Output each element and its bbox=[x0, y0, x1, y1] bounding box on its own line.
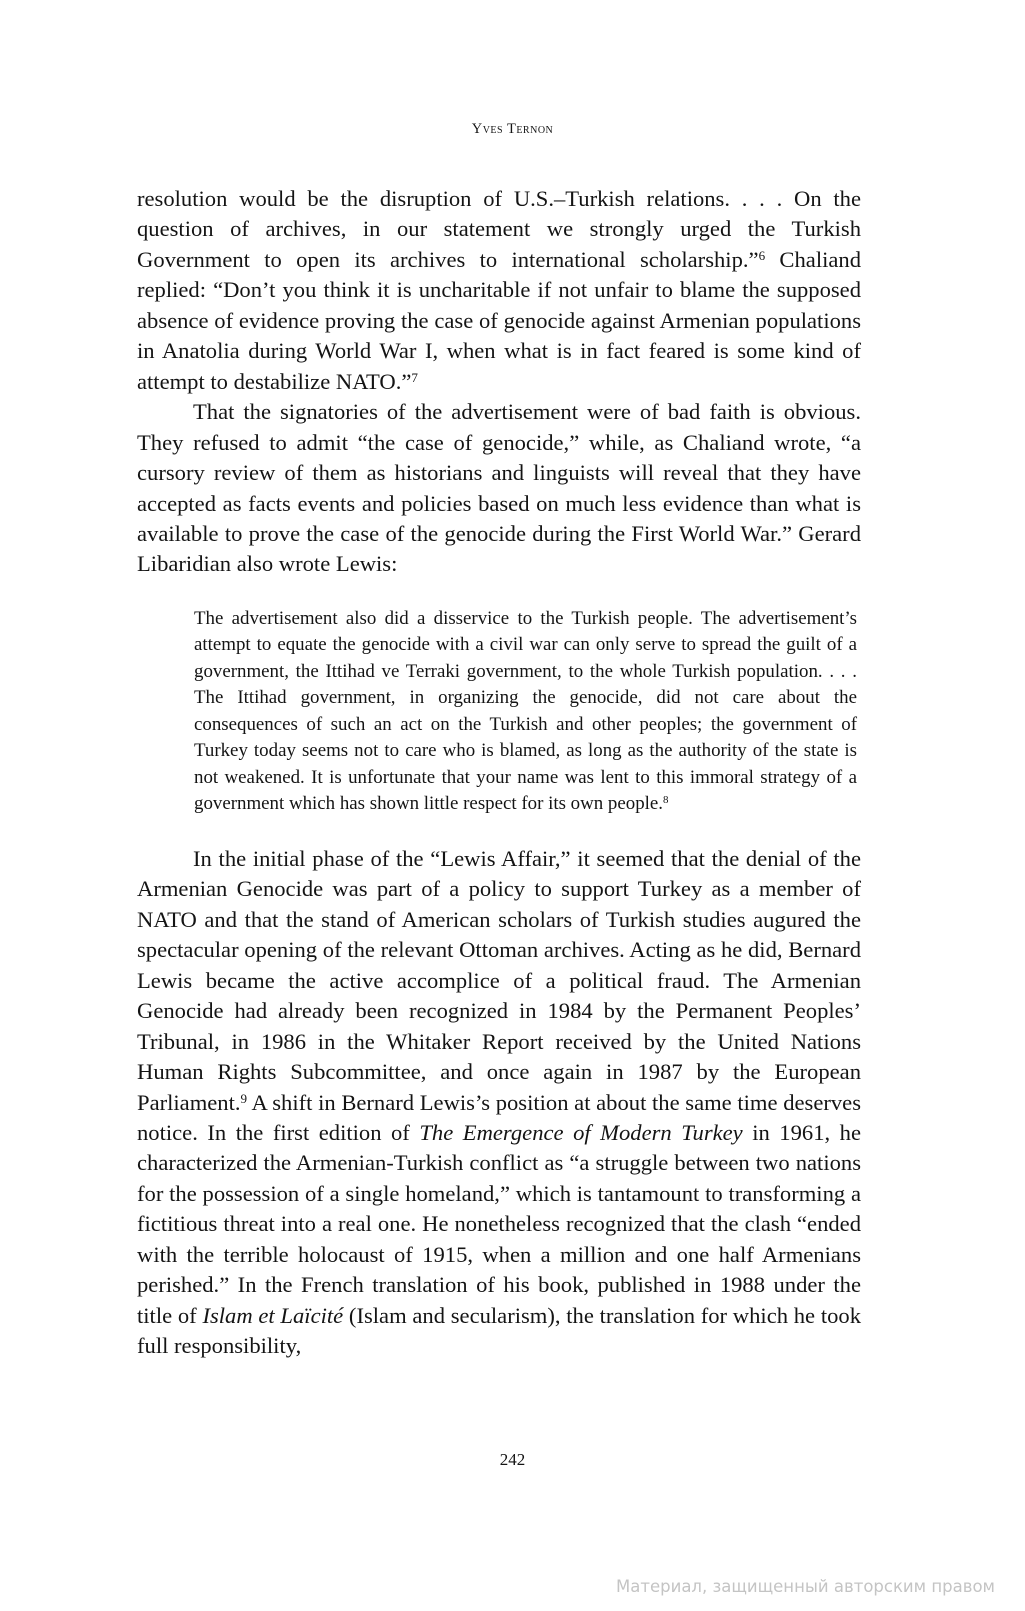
text-block bbox=[137, 184, 861, 1362]
paragraph-1-part-b: Chaliand replied: “Don’t you think it is uncharitable if not unfair to blame the supposed absence of evidence proving the case of genocide against Armenian populations in Anatolia during World War I, when what is in fact feared is some kind of attempt to destabilize NATO.” bbox=[137, 246, 861, 394]
book-title-islam-et-laicite: Islam et Laïcité bbox=[202, 1302, 344, 1328]
book-title-emergence: The Emergence of Modern Turkey bbox=[419, 1119, 743, 1145]
running-head: Yves Ternon bbox=[471, 121, 554, 137]
paragraph-3-part-c: in 1961, he characterized the Armenian-Turkish conflict as “a struggle between two nations for the possession of a single homeland,” which is tantamount to transforming a fictitious threat into a real one. He nonetheless recognized that the clash “ended with the terrible holocaust of 1915, when a million and one half Armenians perished.” In the French translation of his book, published in 1988 under the title of bbox=[137, 1119, 861, 1328]
page-number: 242 bbox=[499, 1450, 526, 1469]
footnote-ref-6: 6 bbox=[758, 247, 766, 263]
paragraph-1 bbox=[137, 184, 861, 397]
block-quote-text: The advertisement also did a disservice to the Turkish people. The advertisement’s attempt to equate the genocide with a civil war can only serve to spread the guilt of a government, the Ittihad ve Terraki government, to the whole Turkish population. . . . The Ittihad government, in organizing the genocide, did not care about the consequences of such an act on the Turkish and other peoples; the government of Turkey today seems not to care who is blamed, as long as the authority of the state is not weakened. It is unfortunate that your name was lent to this immoral strategy of a government which has shown little respect for its own people. bbox=[194, 607, 857, 815]
block-quote bbox=[194, 606, 857, 818]
footnote-ref-8: 8 bbox=[663, 794, 669, 807]
footnote-ref-7: 7 bbox=[411, 369, 418, 385]
footnote-ref-9: 9 bbox=[240, 1090, 248, 1106]
paragraph-3-part-a: In the initial phase of the “Lewis Affair,” it seemed that the denial of the Armenian Genocide was part of a policy to support Turkey as a member of NATO and that the stand of American scholars of Turkish studies augured the spectacular opening of the relevant Ottoman archives. Acting as he did, Bernard Lewis became the active accomplice of a political fraud. The Armenian Genocide had already been recognized in 1984 by the Permanent Peoples’ Tribunal, in 1986 in the Whitaker Report received by the United Nations Human Rights Subcommittee, and once again in 1987 by the European Parliament. bbox=[137, 845, 861, 1115]
paragraph-3 bbox=[137, 844, 861, 1362]
paragraph-1-part-a: resolution would be the disruption of U.S.–Turkish relations. . . . On the question of archives, in our statement we strongly urged the Turkish Government to open its archives to international scholarship.” bbox=[137, 186, 861, 272]
paragraph-3-part-b: A shift in Bernard Lewis’s position at about the same time deserves notice. In the first edition of bbox=[137, 1089, 861, 1145]
paragraph-3-part-d: (Islam and secularism), the translation for which he took full responsibility, bbox=[137, 1302, 861, 1359]
paragraph-2: That the signatories of the advertisement were of bad faith is obvious. They refused to admit “the case of genocide,” while, as Chaliand wrote, “a cursory review of them as historians and linguists will reveal that they have accepted as facts events and policies based on much less evidence than what is available to prove the case of the genocide during the First World War.” Gerard Libaridian also wrote Lewis: bbox=[137, 399, 861, 577]
copyright-watermark: Материал, защищенный авторским правом bbox=[616, 1577, 995, 1596]
